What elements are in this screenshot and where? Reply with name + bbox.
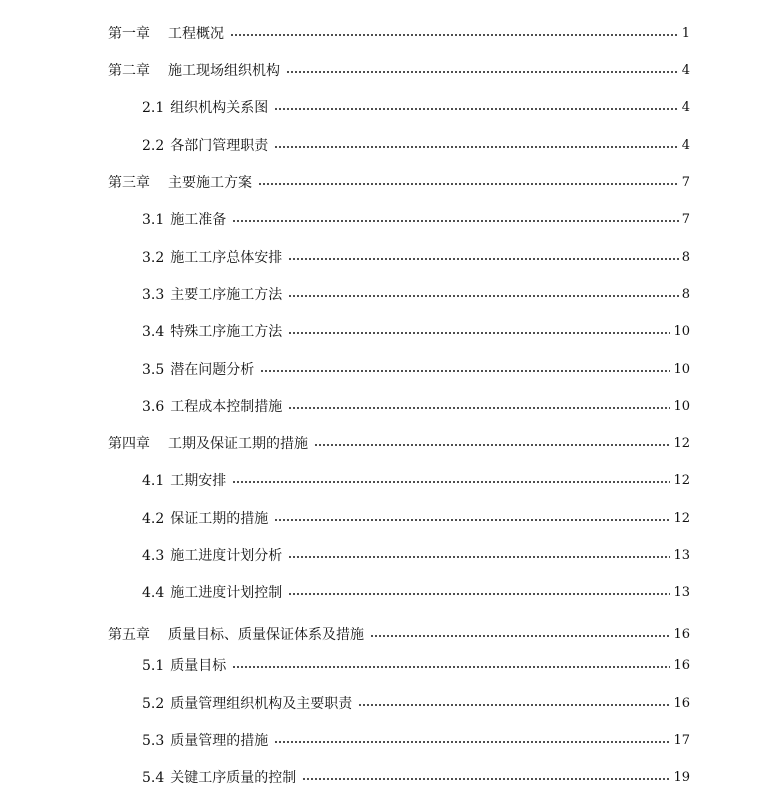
toc-entry-number: 3.2 — [142, 250, 165, 266]
toc-entry-page: 12 — [673, 473, 690, 488]
toc-dot-leader — [286, 59, 679, 83]
toc-entry-section-3-5[interactable] — [142, 358, 690, 382]
toc-entry-section-3-6[interactable] — [142, 395, 690, 419]
toc-entry-number: 3.5 — [142, 362, 165, 378]
toc-entry-chapter-2[interactable] — [108, 59, 690, 83]
toc-entry-title: 关键工序质量的控制 — [170, 770, 297, 786]
toc-dot-leader — [358, 692, 670, 716]
toc-entry-title: 特殊工序施工方法 — [170, 324, 283, 340]
toc-entry-number: 5.4 — [142, 770, 165, 786]
toc-entry-section-4-2[interactable] — [142, 507, 690, 531]
toc-entry-page: 4 — [681, 100, 690, 115]
toc-entry-section-5-4[interactable] — [142, 766, 690, 790]
toc-dot-leader — [232, 469, 670, 493]
toc-entry-number: 2.2 — [142, 138, 165, 154]
toc-entry-page: 8 — [681, 250, 690, 265]
toc-entry-number: 4.3 — [142, 548, 165, 564]
toc-entry-number: 5.3 — [142, 733, 165, 749]
toc-entry-page: 12 — [673, 511, 690, 526]
toc-entry-section-4-1[interactable] — [142, 469, 690, 493]
toc-entry-page: 16 — [673, 696, 690, 711]
toc-entry-number: 第四章 — [108, 436, 150, 452]
toc-entry-title: 质量管理组织机构及主要职责 — [170, 696, 353, 712]
toc-entry-number: 3.4 — [142, 324, 165, 340]
toc-entry-number: 第五章 — [108, 627, 150, 643]
toc-entry-number: 3.6 — [142, 399, 165, 415]
toc-entry-page: 16 — [673, 658, 690, 673]
toc-entry-title: 组织机构关系图 — [170, 100, 269, 116]
toc-entry-number: 4.2 — [142, 511, 165, 527]
toc-entry-page: 8 — [681, 287, 690, 302]
toc-dot-leader — [258, 171, 679, 195]
toc-entry-title: 施工工序总体安排 — [170, 250, 283, 266]
toc-entry-page: 13 — [673, 548, 690, 563]
toc-entry-title: 主要工序施工方法 — [170, 287, 283, 303]
toc-entry-chapter-3[interactable] — [108, 171, 690, 195]
toc-entry-page: 12 — [673, 436, 690, 451]
toc-entry-page: 7 — [681, 175, 690, 190]
toc-dot-leader — [288, 544, 670, 568]
toc-entry-title: 施工进度计划分析 — [170, 548, 283, 564]
toc-entry-number: 2.1 — [142, 100, 165, 116]
toc-entry-section-3-1[interactable] — [142, 208, 690, 232]
toc-dot-leader — [370, 623, 670, 647]
toc-dot-leader — [288, 246, 678, 270]
toc-entry-page: 10 — [673, 362, 690, 377]
toc-entry-section-4-4[interactable] — [142, 581, 690, 605]
toc-entry-page: 1 — [681, 26, 690, 41]
toc-entry-number: 5.2 — [142, 696, 165, 712]
toc-entry-title: 施工现场组织机构 — [168, 63, 280, 79]
toc-dot-leader — [274, 729, 670, 753]
toc-entry-section-2-2[interactable] — [142, 134, 690, 158]
toc-entry-section-2-1[interactable] — [142, 96, 690, 120]
toc-entry-page: 4 — [681, 63, 690, 78]
toc-entry-title: 质量目标 — [170, 658, 227, 674]
toc-dot-leader — [288, 283, 678, 307]
toc-dot-leader — [274, 96, 678, 120]
toc-entry-number: 4.4 — [142, 585, 165, 601]
toc-entry-title: 主要施工方案 — [168, 175, 252, 191]
toc-entry-title: 质量管理的措施 — [170, 733, 269, 749]
toc-entry-page: 4 — [681, 138, 690, 153]
toc-entry-page: 7 — [681, 212, 690, 227]
toc-entry-title: 各部门管理职责 — [170, 138, 269, 154]
toc-dot-leader — [232, 654, 670, 678]
toc-entry-section-5-3[interactable] — [142, 729, 690, 753]
toc-dot-leader — [230, 22, 679, 46]
toc-dot-leader — [260, 358, 670, 382]
toc-entry-section-5-2[interactable] — [142, 692, 690, 716]
toc-entry-title: 工程成本控制措施 — [170, 399, 283, 415]
toc-entry-chapter-1[interactable] — [108, 22, 690, 46]
toc-dot-leader — [314, 432, 670, 456]
toc-entry-number: 5.1 — [142, 658, 165, 674]
toc-entry-section-4-3[interactable] — [142, 544, 690, 568]
toc-entry-number: 3.1 — [142, 212, 165, 228]
toc-dot-leader — [288, 320, 670, 344]
toc-entry-page: 10 — [673, 399, 690, 414]
toc-dot-leader — [288, 581, 670, 605]
toc-dot-leader — [302, 766, 670, 790]
toc-entry-title: 工程概况 — [168, 26, 224, 42]
toc-entry-number: 第一章 — [108, 26, 150, 42]
toc-dot-leader — [232, 208, 678, 232]
toc-dot-leader — [288, 395, 670, 419]
toc-entry-number: 3.3 — [142, 287, 165, 303]
toc-entry-number: 第三章 — [108, 175, 150, 191]
toc-entry-title: 工期及保证工期的措施 — [168, 436, 308, 452]
toc-entry-chapter-5[interactable] — [108, 623, 690, 647]
toc-entry-title: 施工准备 — [170, 212, 227, 228]
toc-entry-section-3-4[interactable] — [142, 320, 690, 344]
toc-entry-section-3-3[interactable] — [142, 283, 690, 307]
toc-entry-chapter-4[interactable] — [108, 432, 690, 456]
toc-entry-page: 10 — [673, 324, 690, 339]
toc-entry-page: 19 — [673, 770, 690, 785]
toc-entry-number: 4.1 — [142, 473, 165, 489]
toc-entry-section-3-2[interactable] — [142, 246, 690, 270]
toc-entry-page: 16 — [673, 627, 690, 642]
toc-entry-section-5-1[interactable] — [142, 654, 690, 678]
toc-dot-leader — [274, 507, 670, 531]
toc-entry-title: 施工进度计划控制 — [170, 585, 283, 601]
toc-entry-title: 工期安排 — [170, 473, 227, 489]
toc-dot-leader — [274, 134, 678, 158]
toc-entry-title: 潜在问题分析 — [170, 362, 255, 378]
toc-entry-page: 13 — [673, 585, 690, 600]
toc-entry-page: 17 — [673, 733, 690, 748]
toc-entry-title: 质量目标、质量保证体系及措施 — [168, 627, 364, 643]
toc-entry-number: 第二章 — [108, 63, 150, 79]
toc-entry-title: 保证工期的措施 — [170, 511, 269, 527]
